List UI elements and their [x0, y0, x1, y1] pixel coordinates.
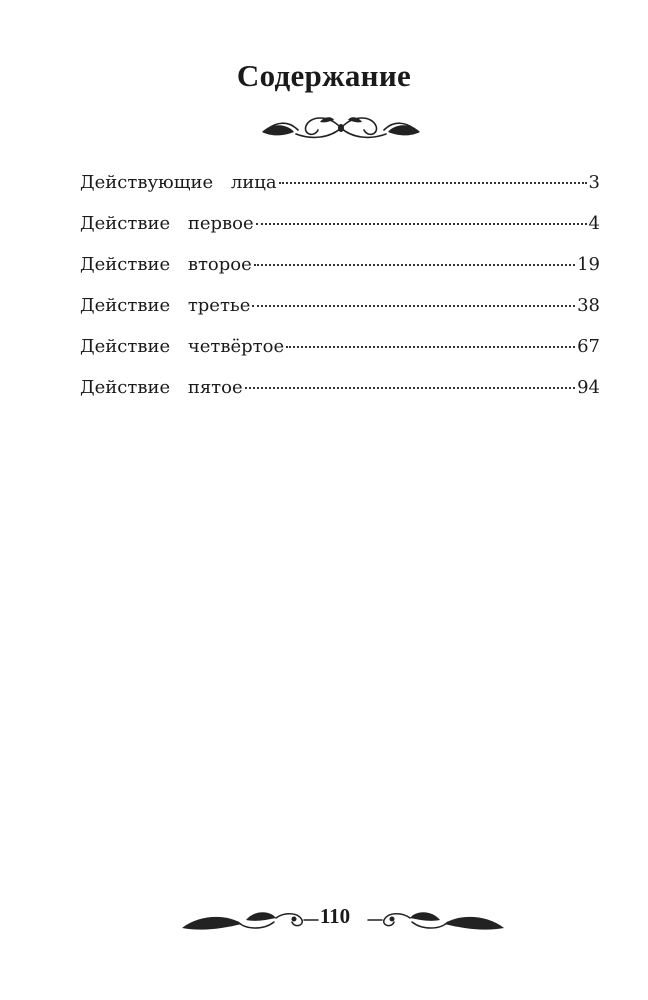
toc-entry[interactable]	[80, 213, 600, 254]
toc-entry-page: 38	[577, 295, 600, 316]
page-title: Содержание	[236, 58, 412, 93]
page-footer	[0, 900, 648, 940]
toc-dot-leader	[256, 223, 587, 225]
page-number: 110	[319, 904, 351, 928]
table-of-contents	[80, 172, 600, 418]
toc-dot-leader	[279, 182, 587, 184]
toc-entry-title: Действующие лица	[80, 172, 277, 193]
toc-entry[interactable]	[80, 254, 600, 295]
toc-entry-page: 4	[588, 213, 600, 234]
toc-entry-page: 3	[588, 172, 600, 193]
toc-entry-title: Действие третье	[80, 295, 251, 316]
toc-entry[interactable]	[80, 295, 600, 336]
toc-entry-title: Действие второе	[80, 254, 252, 275]
flourish-ornament-icon	[258, 110, 424, 146]
toc-entry[interactable]	[80, 377, 600, 418]
toc-dot-leader	[252, 305, 575, 307]
toc-entry-title: Действие четвёртое	[80, 336, 285, 357]
toc-dot-leader	[254, 264, 575, 266]
toc-entry-title: Действие первое	[80, 213, 254, 234]
toc-entry[interactable]	[80, 336, 600, 377]
toc-entry-page: 67	[577, 336, 600, 357]
toc-entry-page: 19	[577, 254, 600, 275]
toc-entry[interactable]	[80, 172, 600, 213]
toc-entry-title: Действие пятое	[80, 377, 243, 398]
toc-dot-leader	[286, 346, 575, 348]
footer-flourish-left-icon	[180, 904, 320, 934]
toc-entry-page: 94	[577, 377, 600, 398]
footer-flourish-right-icon	[366, 904, 506, 934]
toc-dot-leader	[245, 387, 575, 389]
